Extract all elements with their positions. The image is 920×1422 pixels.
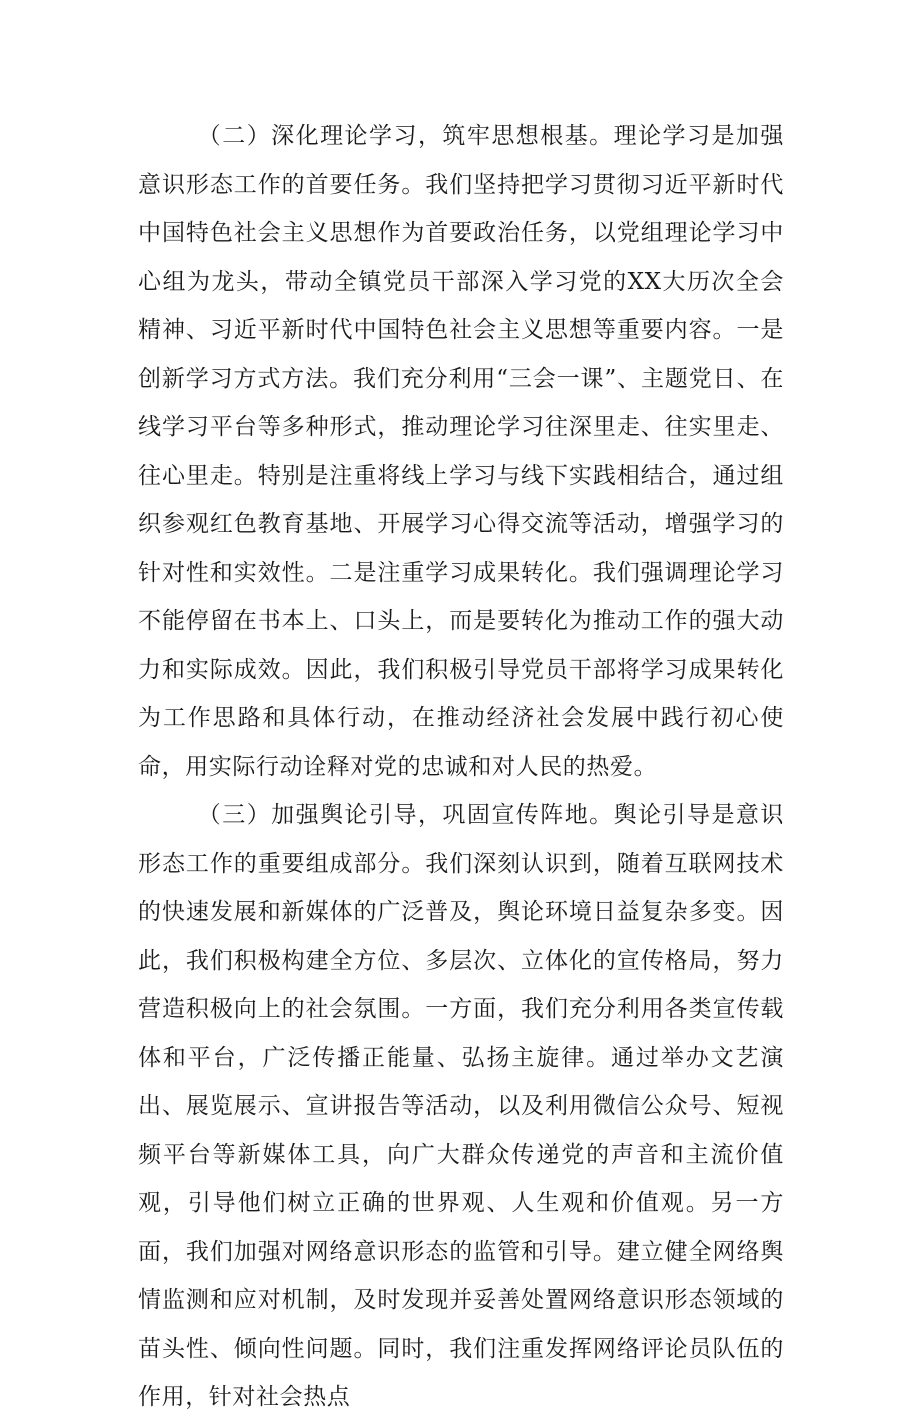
paragraph-strengthen-public-opinion: （三）加强舆论引导，巩固宣传阵地。舆论引导是意识形态工作的重要组成部分。我们深刻认识到，随着互联网技术的快速发展和新媒体的广泛普及，舆论环境日益复杂多变。因此，我们积极构建全方位、多层次、立体化的宣传格局，努力营造积极向上的社会氛围。一方面，我们充分利用各类宣传载体和平台，广泛传播正能量、弘扬主旋律。通过举办文艺演出、展览展示、宣讲报告等活动，以及利用微信公众号、短视频平台等新媒体工具，向广大群众传递党的声音和主流价值观，引导他们树立正确的世界观、人生观和价值观。另一方面，我们加强对网络意识形态的监管和引导。建立健全网络舆情监测和应对机制，及时发现并妥善处置网络意识形态领域的苗头性、倾向性问题。同时，我们注重发挥网络评论员队伍的作用，针对社会热点 [138, 802, 784, 1410]
document-body [138, 112, 784, 1422]
paragraph-deepen-theory-study: （二）深化理论学习，筑牢思想根基。理论学习是加强意识形态工作的首要任务。我们坚持把学习贯彻习近平新时代中国特色社会主义思想作为首要政治任务，以党组理论学习中心组为龙头，带动全镇党员干部深入学习党的XX大历次全会精神、习近平新时代中国特色社会主义思想等重要内容。一是创新学习方式方法。我们充分利用“三会一课”、主题党日、在线学习平台等多种形式，推动理论学习往深里走、往实里走、往心里走。特别是注重将线上学习与线下实践相结合，通过组织参观红色教育基地、开展学习心得交流等活动，增强学习的针对性和实效性。二是注重学习成果转化。我们强调理论学习不能停留在书本上、口头上，而是要转化为推动工作的强大动力和实际成效。因此，我们积极引导党员干部将学习成果转化为工作思路和具体行动，在推动经济社会发展中践行初心使命，用实际行动诠释对党的忠诚和对人民的热爱。 [138, 123, 784, 780]
